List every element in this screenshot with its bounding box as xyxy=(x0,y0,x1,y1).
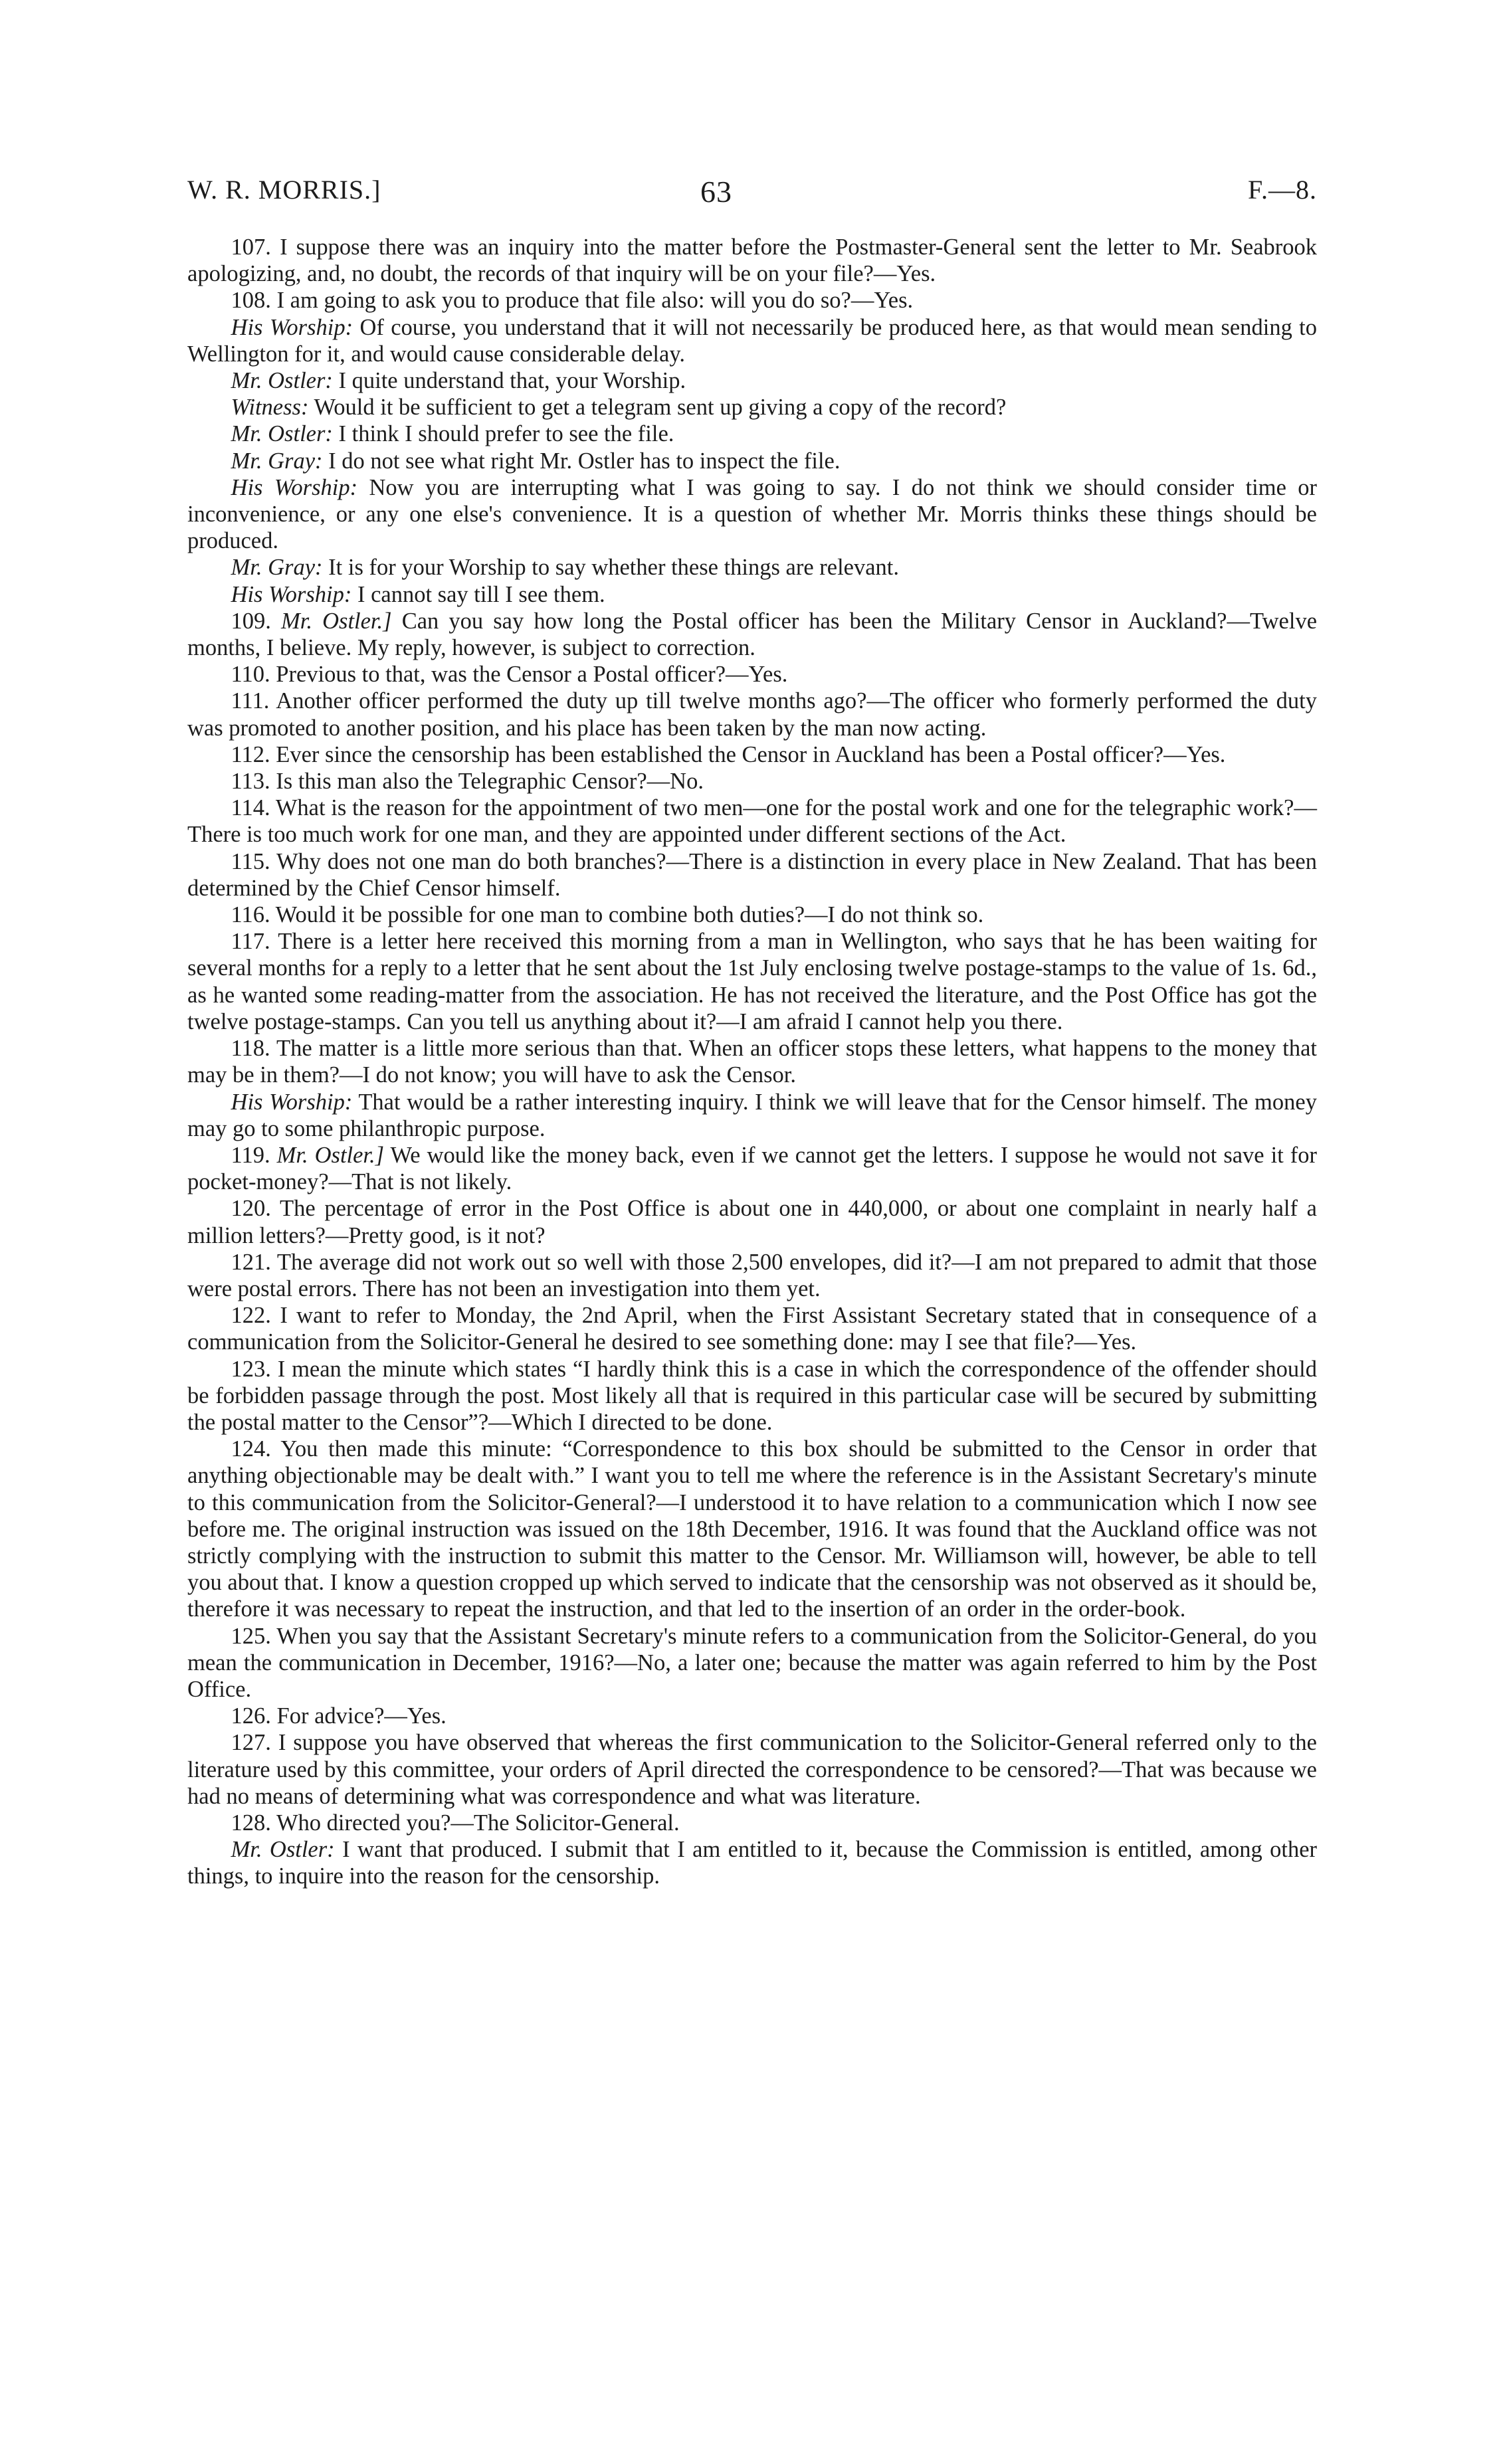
paragraph-text: I quite understand that, your Worship. xyxy=(338,368,686,394)
testimony-paragraph xyxy=(187,394,1317,421)
document-body xyxy=(187,234,1317,1890)
testimony-paragraph xyxy=(187,741,1317,768)
question-number: 128. xyxy=(231,1810,271,1836)
paragraph-text: Previous to that, was the Censor a Postal officer?—Yes. xyxy=(276,662,788,688)
question-number: 111. xyxy=(231,688,270,714)
speaker-label: His Worship: xyxy=(231,314,353,340)
paragraph-text: I do not see what right Mr. Ostler has to inspect the file. xyxy=(328,448,841,474)
testimony-paragraph xyxy=(187,1810,1317,1836)
question-number: 119. xyxy=(231,1142,270,1168)
paragraph-text: Ever since the censorship has been established the Censor in Auckland has been a Postal officer?—Yes. xyxy=(276,741,1226,767)
question-number: 127. xyxy=(231,1730,271,1756)
speaker-label: His Worship: xyxy=(231,581,352,607)
paragraph-text: Of course, you understand that it will not necessarily be produced here, as that would mean sending to Wellington for it, and would cause considerable delay. xyxy=(187,314,1318,367)
question-number: 118. xyxy=(231,1036,270,1062)
testimony-paragraph xyxy=(187,554,1317,581)
question-number: 123. xyxy=(231,1356,271,1382)
paragraph-text: Would it be possible for one man to combine both duties?—I do not think so. xyxy=(275,902,984,928)
paragraph-text: Why does not one man do both branches?—There is a distinction in every place in New Zealand. That has been determined by the Chief Censor himself. xyxy=(187,848,1317,901)
question-number: 125. xyxy=(231,1623,271,1649)
speaker-label: Witness: xyxy=(231,395,309,421)
speaker-label: Mr. Gray: xyxy=(231,555,323,581)
paragraph-text: I think I should prefer to see the file. xyxy=(338,421,674,447)
testimony-paragraph xyxy=(187,768,1317,795)
testimony-paragraph xyxy=(187,1436,1317,1622)
paragraph-text: I suppose there was an inquiry into the matter before the Postmaster-General sent the letter to Mr. Seabrook apologizing, and, no doubt, the records of that inquiry will be on your file?—Yes. xyxy=(187,235,1318,287)
speaker-label: Mr. Ostler.] xyxy=(276,1142,385,1168)
testimony-paragraph xyxy=(187,901,1317,928)
testimony-paragraph xyxy=(187,688,1317,741)
paragraph-text: I cannot say till I see them. xyxy=(357,581,605,607)
speaker-label: His Worship: xyxy=(231,474,358,500)
question-number: 121. xyxy=(231,1249,271,1275)
testimony-paragraph xyxy=(187,1729,1317,1810)
paragraph-text: I am going to ask you to produce that file also: will you do so?—Yes. xyxy=(276,288,914,314)
testimony-paragraph xyxy=(187,1703,1317,1729)
paragraph-text: I want to refer to Monday, the 2nd April, when the First Assistant Secretary stated that in consequence of a communication from the Solicitor-General he desired to see something done: may I see that file?—Yes. xyxy=(187,1303,1318,1355)
testimony-paragraph xyxy=(187,848,1317,901)
paragraph-text: We would like the money back, even if we cannot get the letters. I suppose he would not save it for pocket-money?—That is not likely. xyxy=(187,1142,1317,1195)
question-number: 109. xyxy=(231,608,271,634)
testimony-paragraph xyxy=(187,1249,1317,1302)
paragraph-text: Who directed you?—The Solicitor-General. xyxy=(276,1810,680,1836)
speaker-label: Mr. Ostler: xyxy=(231,1837,335,1863)
paragraph-text: For advice?—Yes. xyxy=(276,1703,447,1729)
paragraph-text: I mean the minute which states “I hardly think this is a case in which the correspondence of the offender should be forbidden passage through the post. Most likely all that is required in this particular case will be secured by submitting the postal matter to the Censor”?—Which I directed to be done. xyxy=(187,1356,1317,1435)
testimony-paragraph xyxy=(187,661,1317,688)
paragraph-text: Another officer performed the duty up till twelve months ago?—The officer who formerly performed the duty was promoted to another position, and his place has been taken by the man now acting. xyxy=(187,688,1317,741)
paragraph-text: Is this man also the Telegraphic Censor?—No. xyxy=(276,769,704,795)
speaker-label: His Worship: xyxy=(231,1089,353,1115)
testimony-paragraph xyxy=(187,314,1317,367)
question-number: 124. xyxy=(231,1436,271,1462)
document-reference: F.—8. xyxy=(1247,175,1317,205)
paragraph-text: The percentage of error in the Post Office is about one in 440,000, or about one complaint in nearly half a million letters?—Pretty good, is it not? xyxy=(187,1196,1317,1248)
paragraph-text: Would it be sufficient to get a telegram sent up giving a copy of the record? xyxy=(314,395,1007,421)
testimony-paragraph xyxy=(187,448,1317,474)
question-number: 114. xyxy=(231,795,270,821)
testimony-paragraph xyxy=(187,1035,1317,1088)
testimony-paragraph xyxy=(187,367,1317,394)
question-number: 112. xyxy=(231,741,270,767)
paragraph-text: The average did not work out so well with those 2,500 envelopes, did it?—I am not prepared to admit that those were postal errors. There has not been an investigation into them yet. xyxy=(187,1249,1317,1301)
testimony-paragraph xyxy=(187,1302,1317,1355)
page-number: 63 xyxy=(700,175,732,209)
paragraph-text: That would be a rather interesting inquiry. I think we will leave that for the Censor himself. The money may go to some philanthropic purpose. xyxy=(187,1089,1317,1141)
testimony-paragraph xyxy=(187,1195,1317,1248)
paragraph-text: The matter is a little more serious than that. When an officer stops these letters, what happens to the money that may be in them?—I do not know; you will have to ask the Censor. xyxy=(187,1036,1317,1088)
speaker-label: Mr. Ostler: xyxy=(231,421,333,447)
speaker-label: Mr. Ostler.] xyxy=(281,608,392,634)
header-witness-name: W. R. MORRIS.] xyxy=(187,175,381,205)
paragraph-text: When you say that the Assistant Secretary's minute refers to a communication from the Solicitor-General, do you mean the communication in December, 1916?—No, a later one; because the matter was again referred to him by the Post Office. xyxy=(187,1623,1317,1702)
question-number: 117. xyxy=(231,929,270,955)
question-number: 116. xyxy=(231,902,270,928)
paragraph-text: What is the reason for the appointment of two men—one for the postal work and one for the telegraphic work?—There is too much work for one man, and they are appointed under different sections of the Act. xyxy=(187,795,1317,848)
question-number: 113. xyxy=(231,769,270,795)
testimony-paragraph xyxy=(187,1356,1317,1436)
testimony-paragraph xyxy=(187,474,1317,555)
testimony-paragraph xyxy=(187,1623,1317,1703)
testimony-paragraph xyxy=(187,287,1317,314)
testimony-paragraph xyxy=(187,1836,1317,1889)
testimony-paragraph xyxy=(187,795,1317,848)
speaker-label: Mr. Gray: xyxy=(231,448,323,474)
paragraph-text: There is a letter here received this morning from a man in Wellington, who says that he has been waiting for several months for a reply to a letter that he sent about the 1st July enclosing twelve postage-stamps to the value of 1s. 6d., as he wanted some reading-matter from the association. He has not received the literature, and the Post Office has got the twelve postage-stamps. Can you tell us anything about it?—I am afraid I cannot help you there. xyxy=(187,929,1317,1034)
testimony-paragraph xyxy=(187,421,1317,447)
testimony-paragraph xyxy=(187,928,1317,1035)
question-number: 115. xyxy=(231,848,270,874)
paragraph-text: Can you say how long the Postal officer has been the Military Censor in Auckland?—Twelve months, I believe. My reply, however, is subject to correction. xyxy=(187,608,1318,661)
question-number: 120. xyxy=(231,1196,271,1222)
paragraph-text: I suppose you have observed that whereas the first communication to the Solicitor-General referred only to the literature used by this committee, your orders of April directed the correspondence to be censored?—That was because we had no means of determining what was correspondence and what was literature. xyxy=(187,1730,1317,1809)
testimony-paragraph xyxy=(187,1089,1317,1142)
paragraph-text: Now you are interrupting what I was going to say. I do not think we should consider time or inconvenience, or any one else's convenience. It is a question of whether Mr. Morris thinks these things should be produced. xyxy=(187,474,1317,554)
testimony-paragraph xyxy=(187,1142,1317,1195)
paragraph-text: You then made this minute: “Correspondence to this box should be submitted to the Censor in order that anything objectionable may be dealt with.” I want you to tell me where the reference is in the Assistant Secretary's minute to this communication from the Solicitor-General?—I understood it to have relation to a communication which I now see before me. The original instruction was issued on the 18th December, 1916. It was found that the Auckland office was not strictly complying with the instruction to submit this matter to the Censor. Mr. Williamson will, however, be able to tell you about that. I know a question cropped up which served to indicate that the censorship was not observed as it should be, therefore it was necessary to repeat the instruction, and that led to the insertion of an order in the order-book. xyxy=(187,1436,1317,1622)
question-number: 126. xyxy=(231,1703,271,1729)
testimony-paragraph xyxy=(187,234,1317,287)
question-number: 110. xyxy=(231,662,270,688)
question-number: 107. xyxy=(231,235,271,260)
testimony-paragraph xyxy=(187,608,1317,661)
question-number: 122. xyxy=(231,1303,271,1329)
question-number: 108. xyxy=(231,288,271,314)
page-header xyxy=(187,174,1317,214)
speaker-label: Mr. Ostler: xyxy=(231,368,333,394)
paragraph-text: I want that produced. I submit that I am entitled to it, because the Commission is entitled, among other things, to inquire into the reason for the censorship. xyxy=(187,1837,1318,1889)
paragraph-text: It is for your Worship to say whether these things are relevant. xyxy=(328,555,900,581)
testimony-paragraph xyxy=(187,581,1317,608)
